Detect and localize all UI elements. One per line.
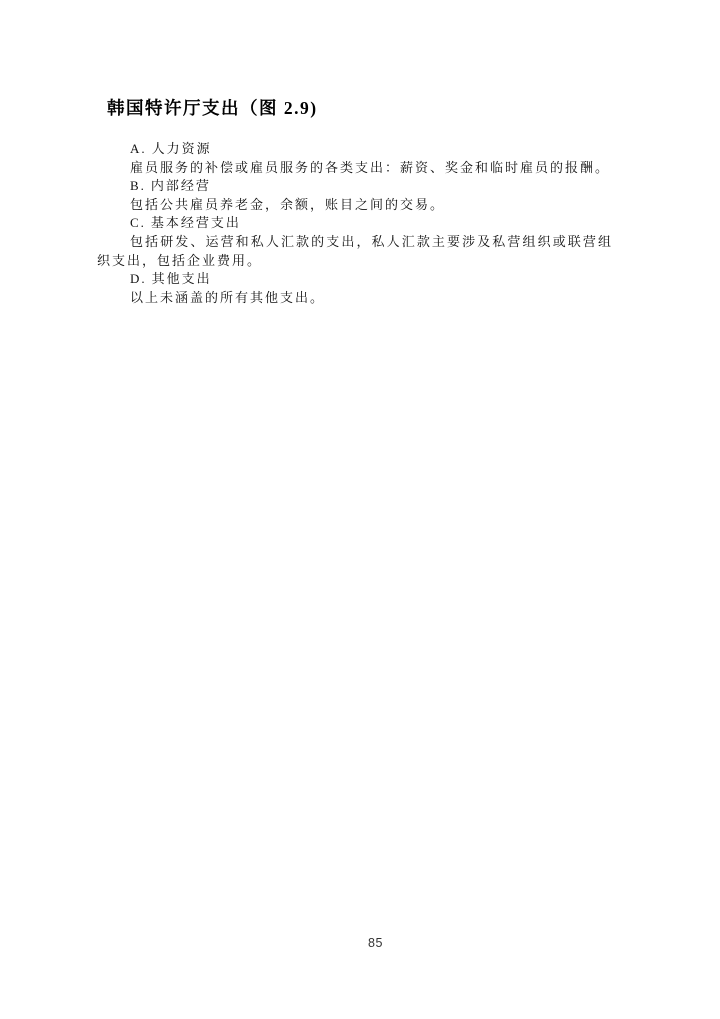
document-body — [97, 140, 613, 307]
section-c-heading-text: 基本经营支出 — [150, 215, 241, 231]
section-a-body: 雇员服务的补偿或雇员服务的各类支出：薪资、奖金和临时雇员的报酬。 — [130, 159, 611, 175]
section-a-label: A. — [130, 141, 147, 156]
section-b — [97, 177, 613, 214]
section-b-heading — [97, 177, 613, 196]
section-b-body: 包括公共雇员养老金，余额，账目之间的交易。 — [130, 196, 446, 212]
section-c — [97, 214, 613, 270]
section-c-heading — [97, 214, 613, 233]
section-c-label: C. — [130, 215, 146, 231]
section-b-label: B. — [130, 178, 146, 194]
section-a-heading-text: 人力资源 — [151, 141, 212, 156]
section-d-heading — [97, 270, 613, 289]
section-d-body: 以上未涵盖的所有其他支出。 — [130, 289, 326, 305]
section-a — [97, 140, 613, 177]
section-a-heading — [97, 140, 613, 159]
section-d — [97, 270, 613, 307]
section-d-heading-text: 其他支出 — [151, 271, 212, 287]
section-b-heading-text: 内部经营 — [150, 178, 211, 194]
section-c-body: 包括研发、运营和私人汇款的支出，私人汇款主要涉及私营组织或联营组织支出，包括企业费用。 — [97, 233, 613, 268]
section-d-label: D. — [130, 271, 147, 287]
page-title: 韩国特许厅支出（图 2.9) — [107, 98, 318, 118]
page-number: 85 — [368, 936, 383, 950]
